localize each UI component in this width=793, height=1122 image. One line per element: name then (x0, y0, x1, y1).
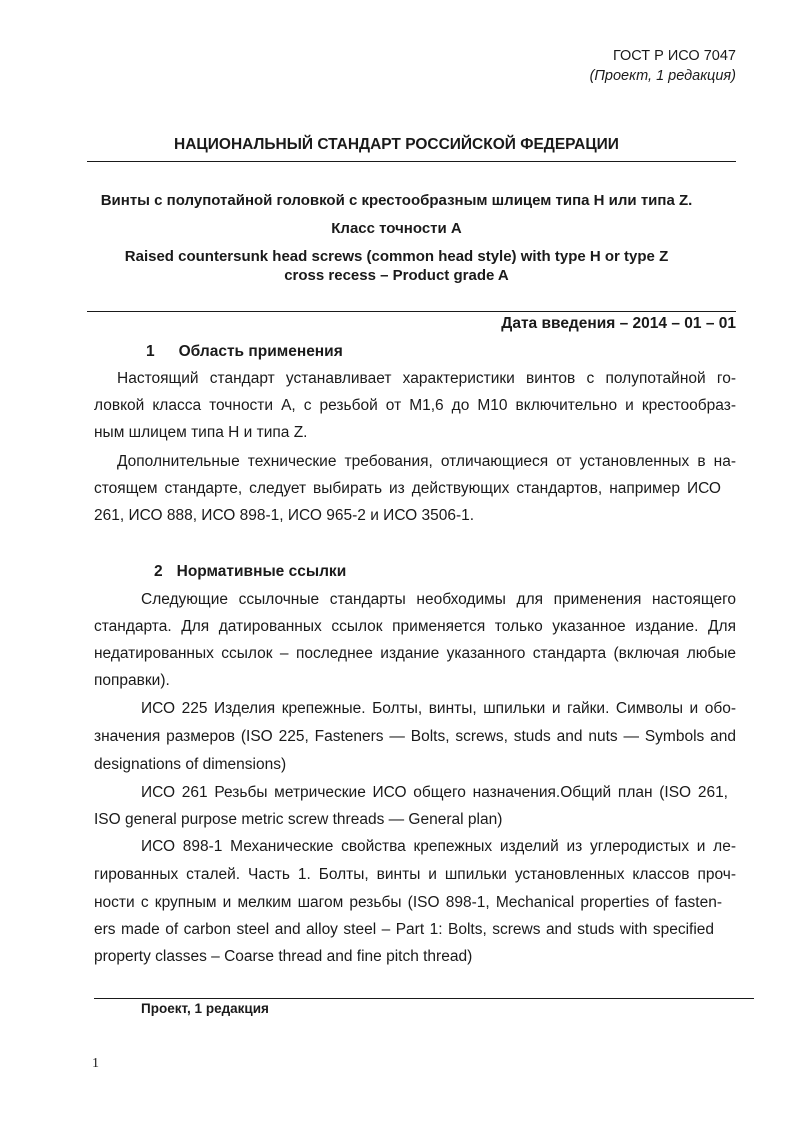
section1-number: 1 (146, 343, 155, 360)
title-ru-line2: Класс точности А (331, 220, 462, 237)
section2-number: 2 (154, 563, 163, 580)
section1-line: ным шлицем типа Н и типа Z. (94, 424, 308, 441)
section1-line: 261, ИСО 888, ИСО 898-1, ИСО 965-2 и ИСО 3506-1. (94, 507, 475, 524)
section1-line: Настоящий стандарт устанавливает характеристики винтов с полупотайной го- (117, 370, 736, 387)
section1-line: Дополнительные технические требования, отличающиеся от установленных в на- (117, 453, 736, 470)
section2-line: ИСО 225 Изделия крепежные. Болты, винты, шпильки и гайки. Символы и обо- (141, 700, 736, 717)
page-number: 1 (92, 1056, 99, 1071)
doc-code: ГОСТ Р ИСО 7047 (612, 48, 736, 64)
section2-line: ИСО 261 Резьбы метрические ИСО общего назначения.Общий план (ISO 261, (141, 784, 728, 801)
section1-title: Область применения (178, 343, 343, 360)
title-ru-line1: Винты с полупотайной головкой с крестообразным шлицем типа Н или типа Z. (100, 192, 693, 209)
section2-heading (154, 563, 346, 581)
section2-title: Нормативные ссылки (176, 563, 347, 580)
section2-line: гированных сталей. Часть 1. Болты, винты и шпильки установленных классов проч- (94, 866, 736, 883)
title-divider-top (87, 161, 736, 162)
section2-line: designations of dimensions) (94, 756, 287, 773)
section2-line: стандарта. Для датированных ссылок применяется только указанное издание. Для (94, 618, 736, 635)
section1-line: ловкой класса точности А, с резьбой от М1,6 до М10 включительно и крестообраз- (94, 397, 736, 414)
section2-line: ИСО 898-1 Механические свойства крепежных изделий из углеродистых и ле- (141, 838, 736, 855)
title-en-line2: cross recess – Product grade A (284, 267, 509, 284)
footer-divider (94, 998, 754, 999)
title-en-line1: Raised countersunk head screws (common head style) with type H or type Z (124, 248, 669, 265)
section2-line: ISO general purpose metric screw threads — General plan) (94, 811, 503, 828)
national-title: НАЦИОНАЛЬНЫЙ СТАНДАРТ РОССИЙСКОЙ ФЕДЕРАЦИИ (174, 136, 619, 153)
section2-line: ности с крупным и мелким шагом резьбы (ISO 898-1, Mechanical properties of fasten- (94, 894, 722, 911)
section2-line: property classes – Coarse thread and fine pitch thread) (94, 948, 473, 965)
section1-line: стоящем стандарте, следует выбирать из действующих стандартов, например ИСО (94, 480, 721, 497)
footer-note: Проект, 1 редакция (141, 1001, 269, 1016)
doc-edition: (Проект, 1 редакция) (589, 68, 736, 84)
intro-date: Дата введения – 2014 – 01 – 01 (501, 315, 736, 332)
section2-line: Следующие ссылочные стандарты необходимы для применения настоящего (141, 591, 736, 608)
section2-line: ers made of carbon steel and alloy steel – Part 1: Bolts, screws and studs with specified (94, 921, 714, 938)
title-divider-bottom (87, 311, 736, 312)
section2-line: значения размеров (ISO 225, Fasteners — Bolts, screws, studs and nuts — Symbols and (94, 728, 736, 745)
section2-line: недатированных ссылок – последнее издание указанного стандарта (включая любые (94, 645, 736, 662)
section1-heading (146, 343, 343, 361)
section2-line: поправки). (94, 672, 170, 689)
